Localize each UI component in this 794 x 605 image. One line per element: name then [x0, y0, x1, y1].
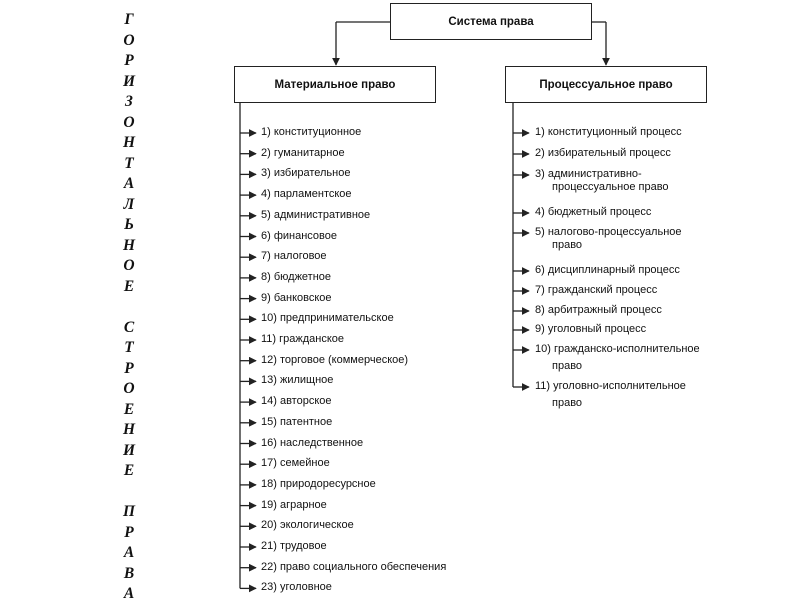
procedural-item	[535, 284, 657, 297]
vertical-heading-letter: Н	[122, 134, 136, 151]
procedural-item-line: 8) арбитражный процесс	[535, 304, 662, 316]
procedural-item-line: 11) уголовно-исполнительное	[535, 380, 686, 392]
vertical-heading-letter: Н	[122, 236, 136, 254]
material-item: 22) право социального обеспечения	[261, 560, 447, 573]
vertical-heading-letter: О	[123, 113, 135, 131]
procedural-item-continuation: процессуальное право	[552, 181, 669, 193]
vertical-heading-letter: А	[123, 175, 135, 192]
procedural-item	[535, 147, 671, 160]
vertical-heading-letter: Ь	[124, 216, 134, 233]
procedural-item-continuation: право	[552, 360, 583, 372]
procedural-item-continuation: право	[552, 397, 583, 409]
vertical-heading-letter: А	[123, 585, 135, 602]
material-item: 18) природоресурсное	[261, 477, 376, 490]
material-item: 8) бюджетное	[261, 270, 332, 283]
vertical-heading-letter: Л	[123, 195, 135, 213]
material-item: 13) жилищное	[261, 374, 334, 387]
material-item: 5) административное	[261, 208, 371, 221]
material-item: 1) конституционное	[261, 126, 362, 138]
material-item: 2) гуманитарное	[261, 146, 345, 159]
material-item: 23) уголовное	[261, 581, 332, 594]
vertical-heading-letter: Т	[124, 339, 134, 356]
material-item: 10) предпринимательское	[261, 312, 394, 325]
procedural-item-continuation: право	[552, 239, 583, 251]
vertical-heading-letter: О	[123, 380, 135, 397]
vertical-heading-letter: Р	[124, 52, 134, 69]
procedural-item-line: 6) дисциплинарный процесс	[535, 264, 680, 276]
procedural-item	[535, 168, 669, 194]
procedural-item-line: 10) гражданско-исполнительное	[535, 343, 700, 355]
material-item: 21) трудовое	[261, 540, 327, 552]
material-law-label: Материальное право	[274, 78, 396, 91]
vertical-heading-letter: С	[123, 318, 135, 336]
procedural-item-line: 9) уголовный процесс	[535, 323, 647, 335]
procedural-item-line: 4) бюджетный процесс	[535, 206, 652, 218]
material-item: 17) семейное	[261, 457, 330, 470]
vertical-heading-letter: А	[123, 544, 135, 561]
material-item: 20) экологическое	[261, 519, 354, 532]
material-item: 19) аграрное	[261, 498, 327, 511]
vertical-heading-letter: З	[125, 93, 133, 110]
vertical-heading-letter: В	[123, 564, 135, 582]
vertical-heading-letter: Е	[123, 277, 135, 295]
procedural-item	[535, 226, 682, 252]
procedural-item-line: 7) гражданский процесс	[535, 284, 658, 296]
material-item: 6) финансовое	[261, 229, 337, 242]
procedural-item	[535, 323, 646, 336]
vertical-heading-letter: И	[122, 72, 136, 90]
root-node-label: Система права	[448, 15, 534, 28]
vertical-heading-letter: Н	[122, 421, 136, 438]
vertical-heading-letter: О	[123, 31, 135, 49]
material-item: 12) торговое (коммерческое)	[261, 353, 409, 366]
procedural-item-line: 1) конституционный процесс	[535, 126, 682, 138]
material-item: 15) патентное	[261, 415, 333, 428]
procedural-item-line: 5) налогово-процессуальное	[535, 226, 682, 238]
material-item: 3) избирательное	[261, 167, 351, 180]
vertical-heading-letter: О	[123, 257, 135, 274]
procedural-item	[535, 264, 680, 277]
procedural-item	[535, 126, 682, 139]
procedural-item	[535, 304, 662, 317]
material-item: 4) парламентское	[261, 188, 352, 201]
material-item: 11) гражданское	[261, 333, 345, 345]
procedural-item-line: 3) административно-	[535, 168, 642, 180]
material-item: 9) банковское	[261, 291, 332, 304]
vertical-heading-letter: И	[122, 441, 136, 459]
material-item: 14) авторское	[261, 395, 332, 408]
vertical-heading-letter: Р	[124, 359, 134, 377]
procedural-law-label: Процессуальное право	[539, 78, 673, 91]
material-item: 7) налоговое	[261, 250, 327, 263]
procedural-item	[535, 343, 700, 373]
material-item: 16) наследственное	[261, 436, 364, 449]
vertical-heading-letter: Е	[123, 400, 135, 418]
vertical-heading-letter: Р	[124, 523, 134, 541]
procedural-item	[535, 380, 686, 410]
vertical-heading-letter: П	[122, 503, 136, 520]
vertical-heading-letter: Г	[124, 11, 134, 28]
procedural-item	[535, 206, 651, 219]
procedural-item-line: 2) избирательный процесс	[535, 147, 671, 159]
vertical-heading-letter: Т	[124, 154, 134, 172]
vertical-heading-letter: Е	[123, 462, 135, 479]
